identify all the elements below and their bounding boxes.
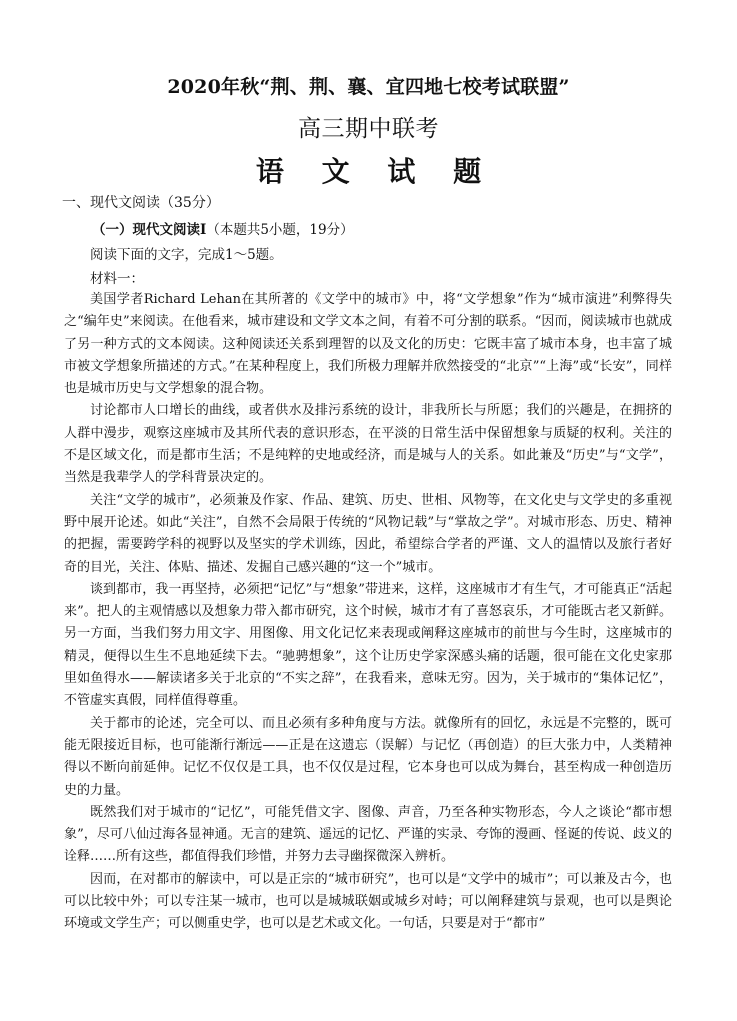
section-heading (62, 192, 220, 212)
sub-section-heading-note: （本题共5小题，19分） (206, 222, 354, 238)
exam-alliance-title: 2020年秋“荆、荆、襄、宜四地七校考试联盟” (167, 76, 570, 98)
paragraph: 谈到都市，我一再坚持，必须把“记忆”与“想象”带进来，这样，这座城市才有生气，才可能真正“活起来”。把人的主观情感以及想象力带入都市研究，这个时候，城市才有了喜怒哀乐，才可能既古老又新鲜。另一方面，当我们努力用文字、用图像、用文化记忆来表现或阐释这座城市的前世与今生时，这座城市的精灵，便得以生生不息地延续下去。“驰骋想象”，这个让历史学家深感头痛的话题，很可能在文化史家那里如鱼得水——解读诸多关于北京的“不实之辞”，在我看来，意味无穷。因为，关于城市的“集体记忆”，不管虚实真假，同样值得尊重。 (64, 581, 672, 709)
section-number: 一、 (62, 195, 90, 211)
paragraph: 讨论都市人口增长的曲线，或者供水及排污系统的设计，非我所长与所愿；我们的兴趣是，在拥挤的人群中漫步，观察这座城市及其所代表的意识形态，在平淡的日常生活中保留想象与质疑的权利。关注的不是区域文化，而是都市生活；不是纯粹的史地或经济，而是城与人的关系。如此兼及“历史”与“文学”，当然是我辈学人的学科背景决定的。 (64, 403, 672, 486)
paragraph: 关于都市的论述，完全可以、而且必须有多种角度与方法。就像所有的回忆，永远是不完整的，既可能无限接近目标，也可能渐行渐远——正是在这遗忘（误解）与记忆（再创造）的巨大张力中，人类精神得以不断向前延伸。记忆不仅仅是工具，也不仅仅是过程，它本身也可以成为舞台，甚至构成一种创造历史的力量。 (64, 715, 672, 798)
passage-body (64, 289, 672, 936)
reading-instruction: 阅读下面的文字，完成1～5题。 (90, 247, 283, 263)
page-title: 语 文 试 题 (255, 155, 496, 188)
sub-section-heading (92, 218, 354, 238)
exam-subtitle: 高三期中联考 (298, 116, 439, 142)
paragraph: 美国学者Richard Lehan在其所著的《文学中的城市》中，将“文学想象”作为“城市演进”利弊得失之“编年史”来阅读。在他看来，城市建设和文学文本之间，有着不可分割的联系。“因而，阅读城市也就成了另一种方式的文本阅读。这种阅读还关系到理智的以及文化的历史：它既丰富了城市本身，也丰富了城市被文学想象所描述的方式。”在某种程度上，我们所极力理解并欣然接受的“北京”“上海”或“长安”，同样也是城市历史与文学想象的混合物。 (64, 292, 672, 397)
sub-section-heading-bold: （一）现代文阅读Ⅰ (92, 222, 207, 238)
material-label: 材料一： (90, 271, 144, 287)
paragraph: 因而，在对都市的解读中，可以是正宗的“城市研究”，也可以是“文学中的城市”；可以兼及古今，也可以比较中外；可以专注某一城市，也可以是城城联姻或城乡对峙；可以阐释建筑与景观，也可以是舆论环境或文学生产；可以侧重史学，也可以是艺术或文化。一句话，只要是对于“都市” (64, 871, 672, 932)
section-heading-text: 现代文阅读（35分） (90, 195, 220, 211)
paragraph: 既然我们对于城市的“记忆”，可能凭借文字、图像、声音，乃至各种实物形态，今人之谈论“都市想象”，尽可八仙过海各显神通。无言的建筑、遥远的记忆、严谨的实录、夸饰的漫画、怪诞的传说、歧义的诠释……所有这些，都值得我们珍惜，并努力去寻幽探微深入辨析。 (64, 804, 672, 865)
paragraph: 关注“文学的城市”，必须兼及作家、作品、建筑、历史、世相、风物等，在文化史与文学史的多重视野中展开论述。如此“关注”，自然不会局限于传统的“风物记载”与“掌故之学”。对城市形态、历史、精神的把握，需要跨学科的视野以及坚实的学术训练，因此，希望综合学者的严谨、文人的温情以及旅行者好奇的目光，关注、体贴、描述、发掘自己感兴趣的“这一个”城市。 (64, 492, 672, 575)
